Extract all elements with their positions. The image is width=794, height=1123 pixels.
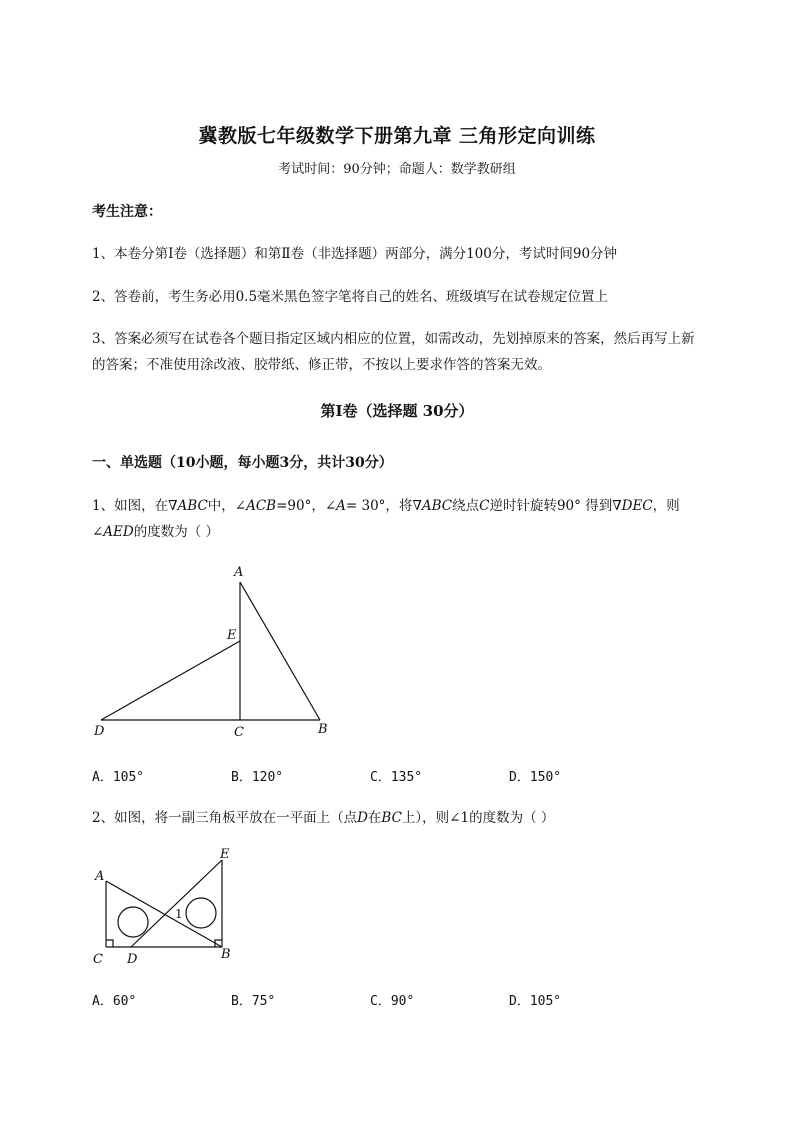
label-b: B: [318, 722, 328, 737]
q2-option-c[interactable]: C．90°: [370, 994, 415, 1009]
notice-item-3-line-1: 3、答案必须写在试卷各个题目指定区域内相应的位置，如需改动，先划掉原来的答案，然后再写上新: [92, 331, 695, 347]
q2-option-b[interactable]: B．75°: [231, 994, 276, 1009]
label-d: D: [127, 952, 138, 967]
q1-option-d[interactable]: D．150°: [509, 770, 562, 785]
label-a: A: [234, 565, 244, 580]
q2-option-a[interactable]: A．60°: [92, 994, 137, 1009]
q1-option-c[interactable]: C．135°: [370, 770, 423, 785]
q2-option-d[interactable]: D．105°: [509, 994, 562, 1009]
label-e: E: [227, 628, 237, 643]
part-title: 一、单选题（10小题，每小题3分，共计30分）: [92, 455, 393, 471]
label-d: D: [94, 724, 105, 739]
q1-option-a[interactable]: A．105°: [92, 770, 145, 785]
label-c: C: [234, 725, 244, 740]
notice-item-1: 1、本卷分第Ⅰ卷（选择题）和第Ⅱ卷（非选择题）两部分，满分100分，考试时间90分钟: [92, 246, 618, 262]
segment-ab: [106, 881, 222, 947]
notice-heading: 考生注意：: [92, 204, 162, 220]
page-title: 冀教版七年级数学下册第九章 三角形定向训练: [198, 125, 596, 147]
triangle-hole-left: [118, 907, 148, 937]
triangle-hole-right: [186, 898, 216, 928]
label-c: C: [93, 952, 103, 967]
notice-item-3-line-2: 的答案；不准使用涂改液、胶带纸、修正带，不按以上要求作答的答案无效。: [92, 357, 551, 373]
question-1-text: 1、如图，在∇ABC中，∠ACB=90°，∠A= 30°，将∇ABC绕点C逆时针旋转90° 得到∇DEC，则: [92, 498, 680, 514]
label-e: E: [220, 847, 230, 862]
label-b: B: [221, 947, 231, 962]
exam-info: 考试时间：90分钟；命题人：数学教研组: [278, 162, 516, 177]
notice-item-2: 2、答卷前，考生务必用0.5毫米黑色签字笔将自己的姓名、班级填写在试卷规定位置上: [92, 289, 609, 305]
q1-option-b[interactable]: B．120°: [231, 770, 284, 785]
question-1-text-line-2: ∠AED的度数为（ ）: [92, 524, 220, 540]
label-a: A: [95, 869, 105, 884]
label-angle-1: 1: [175, 907, 183, 921]
right-angle-mark-c: [106, 940, 113, 947]
section-title: 第Ⅰ卷（选择题 30分）: [320, 402, 474, 420]
question-2-text: 2、如图，将一副三角板平放在一平面上（点D在BC上），则∠1的度数为（ ）: [92, 810, 555, 826]
